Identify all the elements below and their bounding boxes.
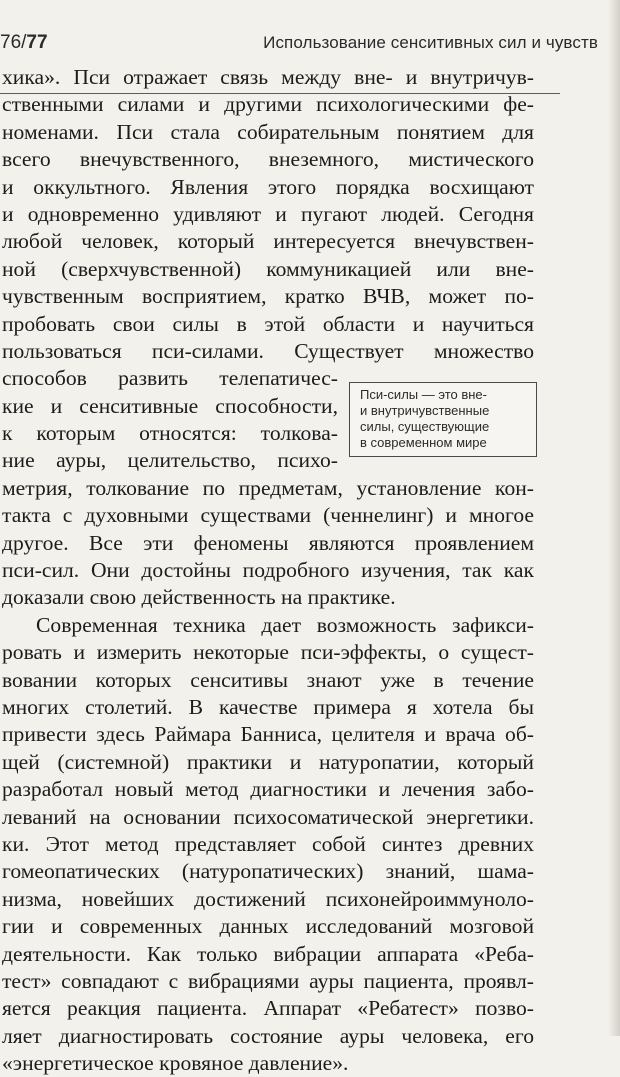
margin-note-line: силы, существующие: [360, 419, 490, 434]
page-header: [0, 32, 620, 66]
text-line: пользоваться пси-силами. Существует множество: [2, 338, 534, 363]
paragraph-last-line: доказали свою действенность на практике.: [2, 585, 396, 610]
text-line: метрия, толкование по предметам, установление кон-: [2, 475, 534, 500]
text-line: низма, новейших достижений психонейроиммуноло-: [2, 886, 534, 911]
margin-note-box: [349, 382, 537, 457]
running-title: Использование сенситивных сил и чувств: [263, 33, 598, 52]
text-line: ственными силами и другими психологическими фе-: [2, 92, 534, 117]
text-line: вовании которых сенситивы знают уже в течение: [2, 667, 534, 692]
margin-note-line: Пси-силы — это вне-: [360, 387, 487, 402]
text-line: деятельности. Как только вибрации аппарата «Реба-: [2, 941, 534, 966]
text-line: разработал новый метод диагностики и лечения забо-: [2, 777, 534, 802]
text-line: ной (сверхчувственной) коммуникацией или вне-: [2, 256, 534, 281]
page-number-current: 77: [26, 32, 48, 53]
text-line: многих столетий. В качестве примера я хотела бы: [2, 694, 534, 719]
text-line: тест» совпадают с вибрациями ауры пациента, проявл-: [2, 968, 534, 993]
margin-note-line: в современном мире: [360, 435, 487, 450]
text-line: такта с духовными существами (ченнелинг) и многое: [2, 503, 534, 528]
text-line: другое. Все эти феномены являются проявлением: [2, 530, 534, 555]
paragraph-first-line: Современная техника дает возможность зафикси-: [36, 612, 534, 637]
text-line: гомеопатических (натуропатических) знаний, шама-: [2, 859, 534, 884]
text-line: пси-сил. Они достойны подробного изучения, так как: [2, 558, 534, 583]
text-line: к которым относятся: толкова-: [2, 421, 338, 446]
text-line: ляет диагностировать состояние ауры человека, его: [2, 1023, 534, 1048]
margin-note-line: и внутричувственные: [360, 403, 490, 418]
page-number-prev: 76/: [0, 32, 27, 53]
text-line: ние ауры, целительство, психо-: [2, 448, 338, 473]
text-line: ровать и измерить некоторые пси-эффекты, о сущест-: [2, 640, 534, 665]
text-line: привести здесь Раймара Банниса, целителя и врача об-: [2, 722, 534, 747]
text-line: леваний на основании психосоматической энергетики.: [2, 804, 534, 829]
text-line: ки. Этот метод представляет собой синтез древних: [2, 831, 534, 856]
text-line: хика». Пси отражает связь между вне- и внутричув-: [2, 65, 534, 89]
text-line: чувственным восприятием, кратко ВЧВ, может по-: [2, 284, 534, 309]
paragraph-last-line: «энергетическое кровяное давление».: [2, 1051, 349, 1076]
text-line: яется реакция пациента. Аппарат «Ребатест» позво-: [2, 996, 534, 1021]
text-line: щей (системной) практики и натуропатии, который: [2, 749, 534, 774]
main-text: [2, 64, 534, 1077]
text-line: способов развить телепатичес-: [2, 366, 338, 391]
page-number: [0, 32, 48, 54]
text-line: и одновременно удивляют и пугают людей. Сегодня: [2, 201, 534, 226]
text-line: гии и современных данных исследований мозговой: [2, 914, 534, 939]
text-line: всего внечувственного, внеземного, мистического: [2, 147, 534, 172]
text-line: и оккультного. Явления этого порядка восхищают: [2, 174, 534, 199]
text-line: любой человек, который интересуется внечувствен-: [2, 229, 534, 254]
text-line: кие и сенситивные способности,: [2, 393, 338, 418]
page-edge-shadow: [608, 0, 620, 1036]
text-line: номенами. Пси стала собирательным понятием для: [2, 119, 534, 144]
text-line: пробовать свои силы в этой области и научиться: [2, 311, 534, 336]
